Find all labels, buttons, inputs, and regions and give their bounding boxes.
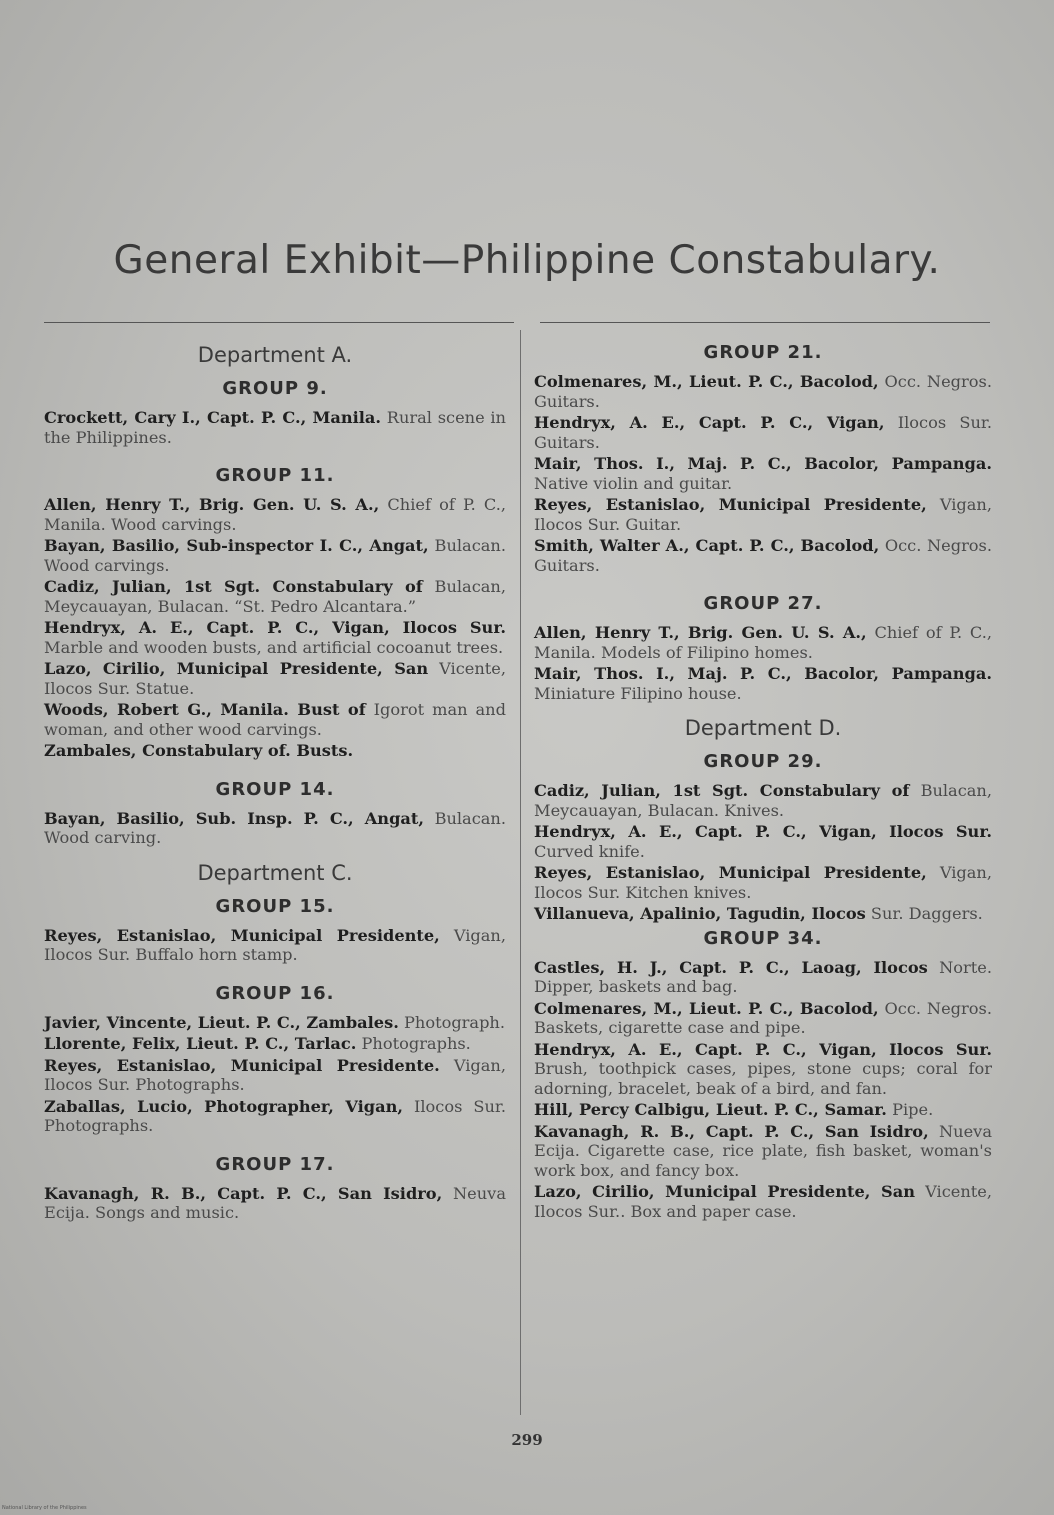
exhibit-entry: [534, 372, 992, 411]
exhibit-entry: [44, 408, 506, 447]
exhibit-entry: [534, 664, 992, 703]
exhibitor-name: Woods, Robert G., Manila. Bust of: [44, 700, 366, 719]
department-heading: Department C.: [197, 860, 353, 885]
library-credit: National Library of the Philippines: [2, 1505, 87, 1511]
exhibitor-name: Mair, Thos. I., Maj. P. C., Bacolor, Pampanga.: [534, 664, 992, 683]
exhibit-entry: [534, 495, 992, 534]
exhibitor-name: Reyes, Estanislao, Municipal Presidente,: [534, 863, 927, 882]
exhibit-description: Vigan, Ilocos Sur. Buffalo horn stamp.: [44, 925, 506, 964]
group-heading: GROUP 21.: [703, 342, 823, 363]
department-heading: Department D.: [684, 716, 842, 740]
exhibit-description: Vigan, Ilocos Sur. Guitar.: [534, 495, 992, 534]
exhibit-entry: [44, 1013, 506, 1033]
exhibit-description: Photograph.: [404, 1012, 505, 1032]
exhibit-entry: [44, 618, 506, 657]
exhibitor-name: Llorente, Felix, Lieut. P. C., Tarlac.: [44, 1034, 357, 1053]
exhibitor-name: Cadiz, Julian, 1st Sgt. Constabulary of: [534, 781, 910, 800]
exhibit-entry: [534, 454, 992, 493]
exhibitor-name: Allen, Henry T., Brig. Gen. U. S. A.,: [44, 495, 380, 514]
exhibit-entry: [44, 1056, 506, 1095]
exhibit-description: Ilocos Sur. Guitars.: [534, 413, 992, 452]
exhibitor-name: Hendryx, A. E., Capt. P. C., Vigan, Ilocos Sur.: [44, 618, 506, 637]
exhibit-description: Bulacan. Wood carving.: [44, 808, 506, 847]
exhibit-description: Vigan, Ilocos Sur. Kitchen knives.: [534, 863, 992, 902]
exhibit-description: Rural scene in the Philippines.: [44, 408, 506, 447]
group-heading: GROUP 14.: [215, 778, 335, 800]
exhibit-description: Photographs.: [361, 1034, 471, 1053]
exhibitor-name: Reyes, Estanislao, Municipal Presidente,: [534, 495, 927, 514]
exhibit-description: Vigan, Ilocos Sur. Photographs.: [44, 1055, 506, 1094]
exhibit-description: Curved knife.: [534, 841, 645, 861]
entry-list: [44, 926, 506, 965]
exhibit-description: Bulacan, Meycauayan, Bulacan. “St. Pedro Alcantara.”: [44, 577, 506, 616]
exhibitor-name: Crockett, Cary I., Capt. P. C., Manila.: [44, 408, 382, 427]
exhibit-entry: [44, 1034, 506, 1054]
title-rule-right: [540, 322, 990, 323]
group-heading: GROUP 27.: [703, 593, 823, 614]
exhibitor-name: Zaballas, Lucio, Photographer, Vigan,: [44, 1096, 403, 1116]
exhibit-entry: [44, 1184, 506, 1223]
group-heading: GROUP 9.: [222, 378, 328, 399]
page-title: General Exhibit—Philippine Constabulary.: [113, 238, 941, 283]
exhibitor-name: Colmenares, M., Lieut. P. C., Bacolod,: [534, 998, 879, 1018]
entry-list: [44, 495, 506, 761]
title-rule-left: [44, 322, 514, 323]
exhibit-entry: [534, 904, 992, 924]
exhibit-entry: [44, 700, 506, 739]
department-heading: Department A.: [197, 343, 353, 367]
exhibit-entry: [44, 809, 506, 848]
exhibitor-name: Lazo, Cirilio, Municipal Presidente, San: [44, 659, 429, 678]
exhibit-description: Nueva Ecija. Cigarette case, rice plate, fish basket, woman's work box, and fancy box.: [534, 1121, 992, 1180]
exhibitor-name: Kavanagh, R. B., Capt. P. C., San Isidro,: [44, 1183, 443, 1203]
left-column: [44, 340, 506, 1225]
exhibitor-name: Smith, Walter A., Capt. P. C., Bacolod,: [534, 536, 880, 555]
exhibit-entry: [44, 495, 506, 534]
exhibit-entry: [534, 1122, 992, 1181]
exhibit-entry: [534, 958, 992, 997]
entry-list: [534, 372, 992, 575]
exhibitor-name: Lazo, Cirilio, Municipal Presidente, San: [534, 1182, 915, 1201]
exhibitor-name: Cadiz, Julian, 1st Sgt. Constabulary of: [44, 577, 423, 596]
exhibit-description: Sur. Daggers.: [870, 904, 983, 923]
exhibit-entry: [534, 863, 992, 902]
exhibit-description: Bulacan, Meycauayan, Bulacan. Knives.: [534, 781, 992, 820]
exhibitor-name: Reyes, Estanislao, Municipal Presidente.: [44, 1055, 440, 1075]
right-column: [534, 340, 992, 1223]
exhibit-description: Igorot man and woman, and other wood carvings.: [44, 700, 506, 739]
exhibit-description: Bulacan. Wood carvings.: [44, 536, 506, 575]
entry-list: [44, 1184, 506, 1223]
exhibit-entry: [44, 536, 506, 575]
group-heading: GROUP 11.: [215, 465, 335, 486]
exhibit-entry: [44, 926, 506, 965]
exhibitor-name: Castles, H. J., Capt. P. C., Laoag, Ilocos: [534, 957, 928, 977]
exhibit-description: Pipe.: [892, 1100, 934, 1119]
exhibit-description: Occ. Negros. Guitars.: [534, 372, 992, 411]
group-heading: GROUP 15.: [215, 895, 335, 917]
entry-list: [44, 408, 506, 447]
exhibitor-name: Villanueva, Apalinio, Tagudin, Ilocos: [534, 904, 866, 923]
exhibitor-name: Bayan, Basilio, Sub. Insp. P. C., Angat,: [44, 808, 424, 828]
entry-list: [44, 1013, 506, 1136]
exhibit-description: Vicente, Ilocos Sur.. Box and paper case.: [534, 1182, 992, 1221]
entry-list: [534, 958, 992, 1222]
exhibit-entry: [534, 536, 992, 575]
exhibit-description: Occ. Negros. Baskets, cigarette case and pipe.: [534, 998, 992, 1037]
exhibit-entry: [534, 413, 992, 452]
exhibit-description: Chief of P. C., Manila. Wood carvings.: [44, 495, 506, 534]
exhibit-description: Marble and wooden busts, and artificial cocoanut trees.: [44, 637, 504, 657]
exhibit-description: Chief of P. C., Manila. Models of Filipino homes.: [534, 623, 992, 662]
exhibit-description: Ilocos Sur. Photographs.: [44, 1096, 506, 1135]
exhibit-entry: [534, 1182, 992, 1221]
exhibit-entry: [534, 1040, 992, 1099]
entry-list: [44, 809, 506, 848]
exhibit-description: Norte. Dipper, baskets and bag.: [534, 957, 992, 996]
exhibitor-name: Allen, Henry T., Brig. Gen. U. S. A.,: [534, 623, 867, 642]
exhibit-entry: [44, 741, 506, 761]
exhibit-description: Neuva Ecija. Songs and music.: [44, 1183, 506, 1222]
exhibitor-name: Hill, Percy Calbigu, Lieut. P. C., Samar.: [534, 1100, 887, 1119]
exhibitor-name: Hendryx, A. E., Capt. P. C., Vigan, Ilocos Sur.: [534, 822, 992, 841]
exhibitor-name: Javier, Vincente, Lieut. P. C., Zambales.: [44, 1012, 399, 1032]
exhibit-entry: [534, 1100, 992, 1120]
exhibitor-name: Zambales, Constabulary of. Busts.: [44, 741, 354, 760]
exhibitor-name: Colmenares, M., Lieut. P. C., Bacolod,: [534, 372, 879, 391]
exhibit-description: Occ. Negros. Guitars.: [534, 536, 992, 575]
exhibit-entry: [534, 781, 992, 820]
exhibitor-name: Kavanagh, R. B., Capt. P. C., San Isidro,: [534, 1121, 929, 1141]
exhibit-entry: [44, 1097, 506, 1136]
group-heading: GROUP 17.: [215, 1153, 335, 1175]
entry-list: [534, 623, 992, 703]
exhibit-entry: [534, 623, 992, 662]
group-heading: GROUP 29.: [703, 751, 823, 772]
exhibitor-name: Bayan, Basilio, Sub-inspector I. C., Angat,: [44, 536, 429, 555]
group-heading: GROUP 34.: [703, 927, 823, 949]
column-divider: [520, 330, 521, 1415]
exhibit-description: Brush, toothpick cases, pipes, stone cups; coral for adorning, bracelet, beak of a bird, and fan.: [534, 1059, 992, 1098]
exhibit-entry: [44, 577, 506, 616]
group-heading: GROUP 16.: [215, 982, 335, 1004]
exhibitor-name: Hendryx, A. E., Capt. P. C., Vigan,: [534, 413, 885, 432]
exhibitor-name: Hendryx, A. E., Capt. P. C., Vigan, Ilocos Sur.: [534, 1039, 992, 1059]
exhibitor-name: Mair, Thos. I., Maj. P. C., Bacolor, Pampanga.: [534, 454, 992, 473]
exhibit-description: Miniature Filipino house.: [534, 683, 742, 703]
entry-list: [534, 781, 992, 924]
exhibit-entry: [44, 659, 506, 698]
exhibit-entry: [534, 822, 992, 861]
exhibit-entry: [534, 999, 992, 1038]
exhibit-description: Vicente, Ilocos Sur. Statue.: [44, 659, 506, 698]
exhibitor-name: Reyes, Estanislao, Municipal Presidente,: [44, 925, 440, 945]
page-number: 299: [511, 1431, 543, 1449]
exhibit-description: Native violin and guitar.: [534, 473, 733, 493]
